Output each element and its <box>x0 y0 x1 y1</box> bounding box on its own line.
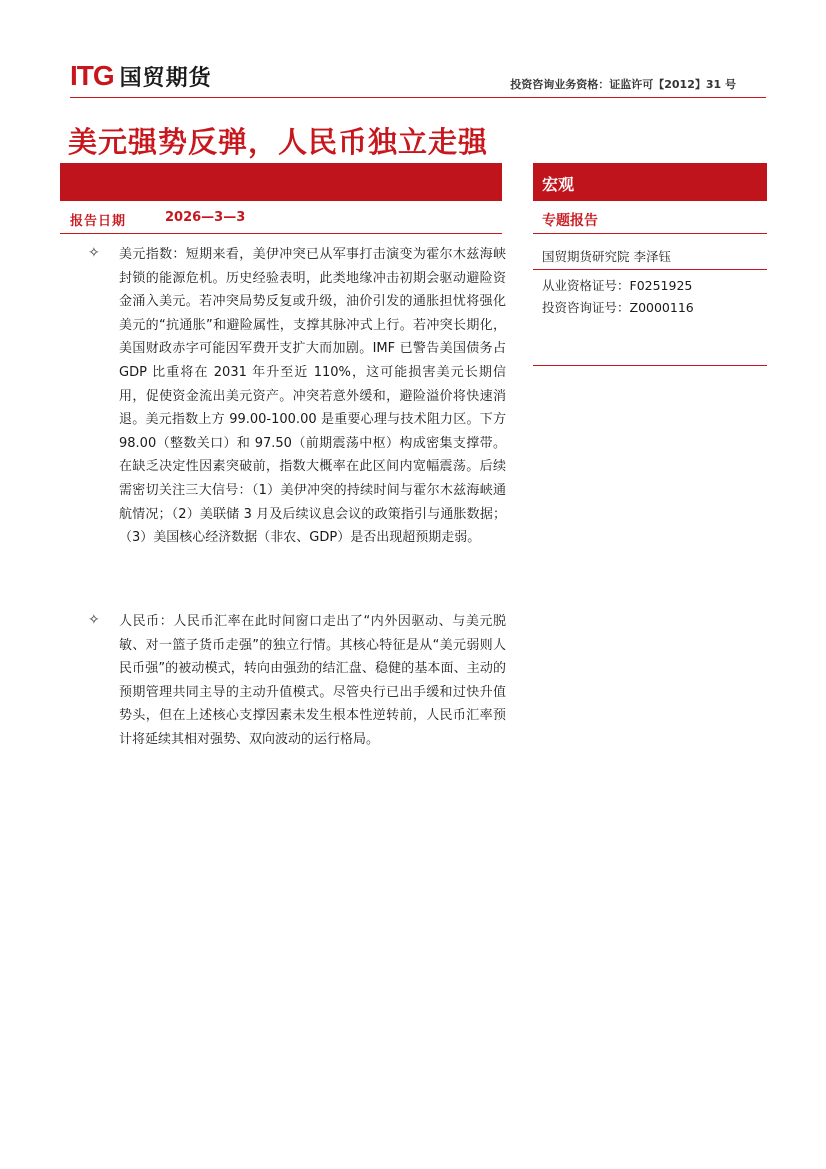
category-label: 宏观 <box>542 175 575 194</box>
author-name: 国贸期货研究院 李泽钰 <box>542 249 671 264</box>
bullet-icon: ✧ <box>88 245 100 261</box>
sidebar-divider-top <box>533 233 767 234</box>
bullet-icon: ✧ <box>88 612 100 628</box>
report-type: 专题报告 <box>542 213 598 229</box>
logo-en: ITG <box>70 60 114 91</box>
title-bar <box>60 163 502 201</box>
paragraph-rmb: 人民币：人民币汇率在此时间窗口走出了“内外因驱动、与美元脱敏、对一篮子货币走强”的独立行情。其核心特征是从“美元弱则人民币强”的被动模式，转向由强劲的结汇盘、稳健的基本面、主动的预期管理共同主导的主动升值模式。尽管央行已出手缓和过快升值势头，但在上述核心支撑因素未发生根本性逆转前，人民币汇率预计将延续其相对强势、双向波动的运行格局。 <box>119 614 506 747</box>
sidebar-divider-bottom <box>533 365 767 366</box>
license-text: 投资咨询业务资格：证监许可【2012】31 号 <box>510 78 736 91</box>
report-date-label: 报告日期 <box>70 214 127 229</box>
company-logo <box>70 60 212 92</box>
report-date-value: 2026—3—3 <box>165 210 246 225</box>
practice-cert: 从业资格证号：F0251925 <box>542 278 693 293</box>
header-divider <box>70 97 766 98</box>
advisory-cert: 投资咨询证号：Z0000116 <box>542 300 694 315</box>
date-divider <box>60 233 502 234</box>
report-title: 美元强势反弹，人民币独立走强 <box>68 125 489 159</box>
paragraph-usd-index: 美元指数：短期来看，美伊冲突已从军事打击演变为霍尔木兹海峡封锁的能源危机。历史经验表明，此类地缘冲击初期会驱动避险资金涌入美元。若冲突局势反复或升级，油价引发的通胀担忧将强化美元的“抗通胀”和避险属性，支撑其脉冲式上行。若冲突长期化，美国财政赤字可能因军费开支扩大而加剧。IMF 已警告美国债务占 GDP 比重将在 2031 年升至近 110%，这可能损害美元长期信用，促使资金流出美元资产。冲突若意外缓和，避险溢价将快速消退。美元指数上方 99.00-100.00 是重要心理与技术阻力区。下方 98.00（整数关口）和 97.50（前期震荡中枢）构成密集支撑带。在缺乏决定性因素突破前，指数大概率在此区间内宽幅震荡。后续需密切关注三大信号：（1）美伊冲突的持续时间与霍尔木兹海峡通航情况；（2）美联储 3 月及后续议息会议的政策指引与通胀数据；（3）美国核心经济数据（非农、GDP）是否出现超预期走弱。 <box>119 247 506 546</box>
logo-cn: 国贸期货 <box>119 65 212 91</box>
sidebar-divider <box>533 269 767 270</box>
